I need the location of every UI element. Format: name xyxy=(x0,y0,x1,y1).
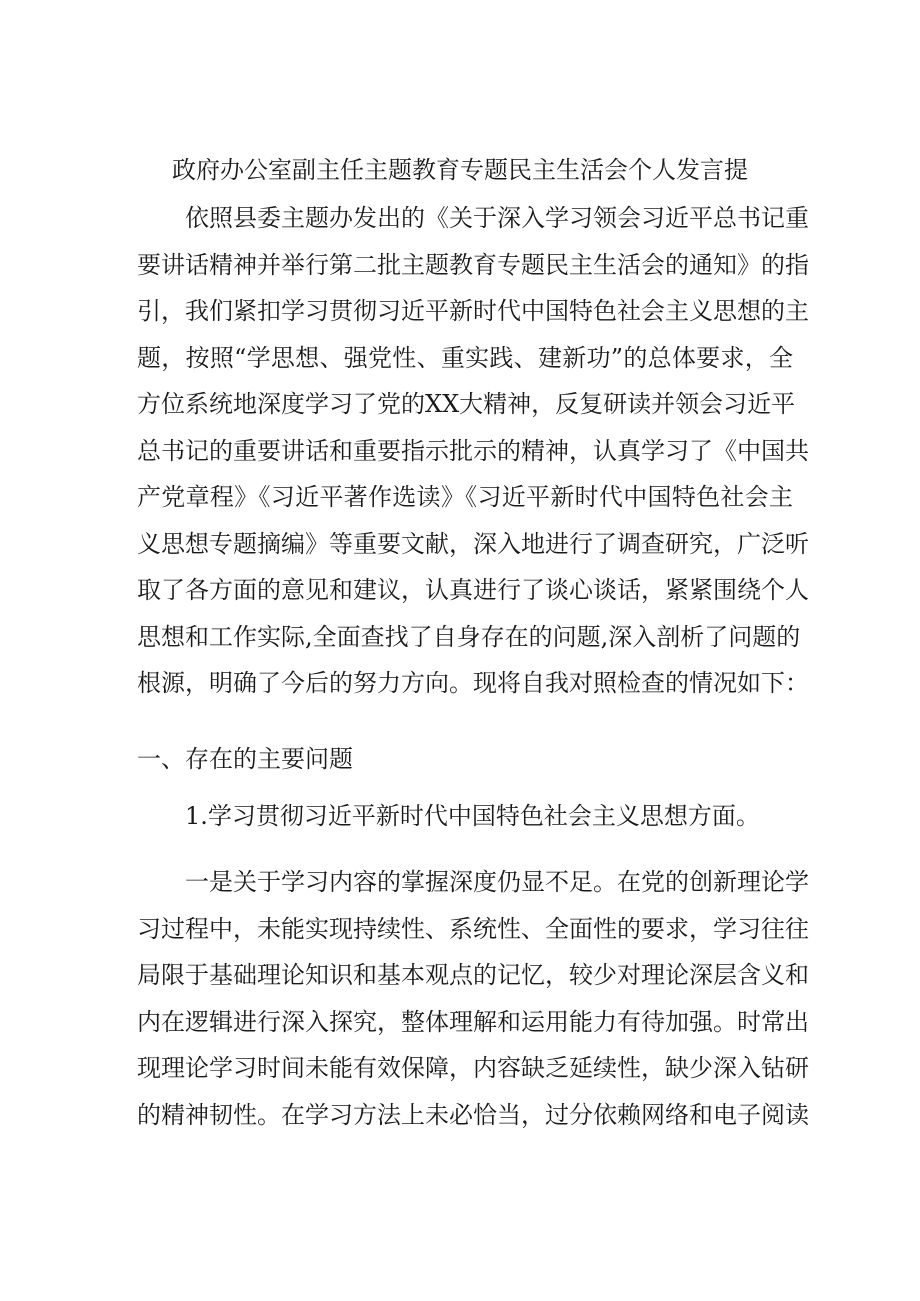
text-line: 思想和工作实际,全面查找了自身存在的问题,深入剖析了问题的 xyxy=(137,622,801,651)
text-line: 局限于基础理论知识和基本观点的记忆，较少对理论深层含义和 xyxy=(137,961,809,989)
document-title: 政府办公室副主任主题教育专题民主生活会个人发言提 xyxy=(172,156,748,184)
text-line: 题，按照“学思想、强党性、重实践、建新功”的总体要求，全 xyxy=(137,343,793,372)
text-line: 一是关于学习内容的掌握深度仍显不足。在党的创新理论学 xyxy=(185,868,809,896)
text-line: 习过程中，未能实现持续性、系统性、全面性的要求，学习往往 xyxy=(137,914,809,943)
subsection-heading: 1.学习贯彻习近平新时代中国特色社会主义思想方面。 xyxy=(185,802,760,830)
text-line: 总书记的重要讲话和重要指示批示的精神，认真学习了《中国共 xyxy=(137,436,809,465)
section-heading: 一、存在的主要问题 xyxy=(137,745,353,773)
text-line: 方位系统地深度学习了党的XX大精神，反复研读并领会习近平 xyxy=(137,390,796,418)
text-line: 内在逻辑进行深入探究，整体理解和运用能力有待加强。时常出 xyxy=(137,1007,809,1036)
text-line: 根源，明确了今后的努力方向。现将自我对照检查的情况如下： xyxy=(137,669,809,697)
text-line: 现理论学习时间未能有效保障，内容缺乏延续性，缺少深入钻研 xyxy=(137,1054,809,1082)
text-line: 要讲话精神并举行第二批主题教育专题民主生活会的通知》的指 xyxy=(137,250,809,279)
text-line: 的精神韧性。在学习方法上未必恰当，过分依赖网络和电子阅读 xyxy=(137,1100,809,1129)
text-line: 引，我们紧扣学习贯彻习近平新时代中国特色社会主义思想的主 xyxy=(137,297,809,325)
text-line: 依照县委主题办发出的《关于深入学习领会习近平总书记重 xyxy=(185,204,809,232)
text-line: 取了各方面的意见和建议，认真进行了谈心谈话，紧紧围绕个人 xyxy=(137,576,809,604)
text-line: 产党章程》《习近平著作选读》《习近平新时代中国特色社会主 xyxy=(137,483,793,511)
text-line: 义思想专题摘编》等重要文献，深入地进行了调查研究，广泛听 xyxy=(137,529,809,558)
